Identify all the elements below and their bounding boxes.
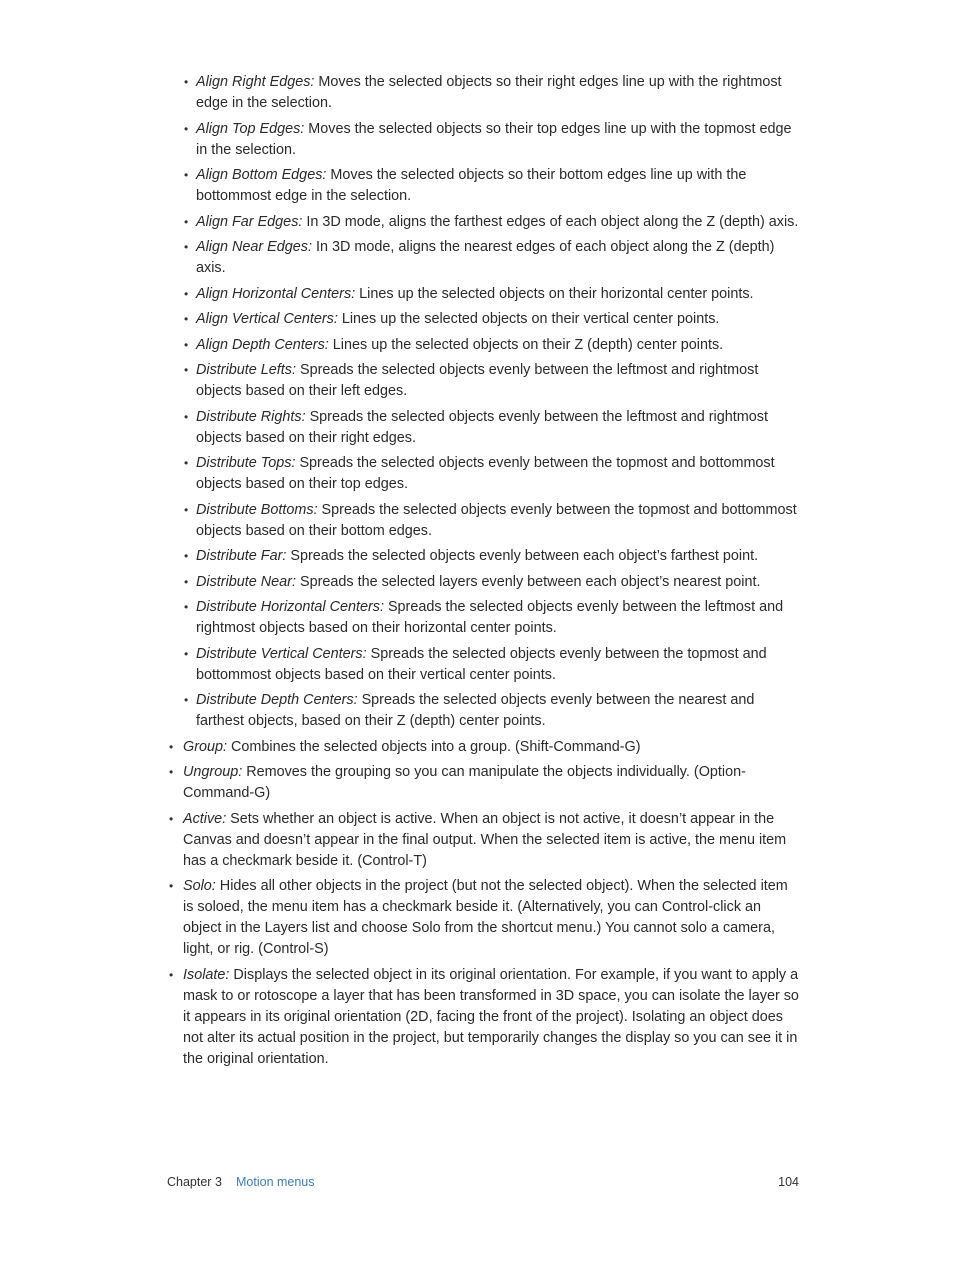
bullet: • bbox=[184, 409, 189, 424]
item-description: Lines up the selected objects on their vertical center points. bbox=[337, 311, 720, 327]
list-item bbox=[184, 284, 802, 305]
item-term: Isolate: bbox=[183, 966, 230, 983]
bullet: • bbox=[184, 286, 189, 301]
bullet: • bbox=[169, 879, 174, 893]
page-number: 104 bbox=[778, 1175, 799, 1189]
list-item bbox=[169, 809, 802, 872]
list-item bbox=[184, 407, 802, 449]
list-item bbox=[184, 212, 802, 233]
item-description: Removes the grouping so you can manipulate the objects individually. (Option-Command-G) bbox=[183, 764, 746, 801]
item-term: Distribute Bottoms: bbox=[196, 501, 318, 518]
item-term: Align Horizontal Centers: bbox=[196, 285, 356, 302]
list-item bbox=[184, 237, 802, 279]
bullet: • bbox=[184, 693, 189, 707]
item-term: Distribute Far: bbox=[196, 548, 287, 564]
item-description: Spreads the selected layers evenly between each object’s nearest point. bbox=[295, 573, 761, 590]
item-term: Distribute Near: bbox=[196, 573, 296, 590]
footer-chapter: Chapter 3 bbox=[167, 1175, 222, 1189]
list-item bbox=[184, 119, 802, 161]
list-item bbox=[184, 360, 802, 402]
item-description: Displays the selected object in its original orientation. For example, if you want to apply a mask to or rotoscope a layer that has been transformed in 3D space, you can isolate the layer so it appears in its original orientation (2D, facing the front of the project). Isolating an object does not alter its actual position in the project, but temporarily changes the display so you can see it in the original orientation. bbox=[183, 966, 799, 1067]
bullet: • bbox=[184, 240, 189, 254]
item-description: Moves the selected objects so their bottom edges line up with the bottommost edge in the selection. bbox=[196, 167, 747, 204]
item-description: Spreads the selected objects evenly between the leftmost and rightmost objects based on their left edges. bbox=[196, 362, 759, 399]
list-item bbox=[184, 644, 802, 686]
item-description: Spreads the selected objects evenly between the leftmost and rightmost objects based on their horizontal center points. bbox=[196, 599, 784, 636]
bullet: • bbox=[184, 646, 189, 661]
item-term: Distribute Vertical Centers: bbox=[196, 645, 367, 662]
item-description: Lines up the selected objects on their horizontal center points. bbox=[355, 285, 754, 302]
item-term: Align Vertical Centers: bbox=[196, 311, 338, 327]
list-item bbox=[184, 500, 802, 542]
item-term: Distribute Depth Centers: bbox=[196, 692, 358, 708]
list-item bbox=[184, 546, 802, 567]
list-item bbox=[184, 72, 802, 114]
bullet: • bbox=[184, 121, 189, 136]
item-term: Ungroup: bbox=[183, 764, 243, 780]
bullet: • bbox=[184, 214, 189, 229]
list-item bbox=[184, 309, 802, 330]
item-description: Hides all other objects in the project (but not the selected object). When the selected item is soloed, the menu item has a checkmark beside it. (Alternatively, you can Control-click an object in the Layers list and choose Solo from the shortcut menu.) You cannot solo a camera, light, or rig. (Control-S) bbox=[183, 878, 788, 957]
footer-section-link[interactable]: Motion menus bbox=[236, 1175, 315, 1189]
bullet: • bbox=[184, 600, 189, 614]
bullet: • bbox=[169, 811, 174, 826]
list-item bbox=[169, 737, 802, 758]
bullet: • bbox=[184, 363, 189, 377]
bullet: • bbox=[184, 502, 189, 517]
top-item-list bbox=[0, 737, 954, 1070]
bullet: • bbox=[169, 967, 174, 982]
list-item bbox=[184, 335, 802, 356]
list-item bbox=[184, 165, 802, 207]
list-item bbox=[184, 597, 802, 639]
item-term: Align Near Edges: bbox=[196, 239, 312, 255]
bullet: • bbox=[184, 574, 189, 589]
item-term: Align Top Edges: bbox=[196, 120, 305, 137]
list-item bbox=[184, 572, 802, 593]
bullet: • bbox=[184, 312, 189, 326]
item-term: Distribute Horizontal Centers: bbox=[196, 599, 384, 615]
item-description: In 3D mode, aligns the nearest edges of each object along the Z (depth) axis. bbox=[196, 239, 775, 276]
item-term: Solo: bbox=[183, 878, 216, 894]
bullet: • bbox=[184, 337, 189, 352]
list-item bbox=[169, 762, 802, 804]
list-item bbox=[169, 965, 802, 1070]
bullet: • bbox=[184, 168, 189, 182]
item-term: Group: bbox=[183, 738, 227, 755]
list-item bbox=[184, 690, 802, 732]
item-description: In 3D mode, aligns the farthest edges of each object along the Z (depth) axis. bbox=[302, 213, 799, 230]
item-term: Align Right Edges: bbox=[196, 74, 315, 90]
bullet: • bbox=[184, 549, 189, 563]
item-term: Active: bbox=[183, 810, 227, 827]
sub-item-list bbox=[0, 72, 954, 732]
item-term: Align Far Edges: bbox=[196, 213, 303, 230]
page-footer bbox=[167, 1172, 799, 1192]
item-description: Sets whether an object is active. When an object is not active, it doesn’t appear in the Canvas and doesn’t appear in the final output. When the selected item is active, the menu item has a checkmark beside it. (Control-T) bbox=[183, 810, 787, 869]
item-description: Combines the selected objects into a group. (Shift-Command-G) bbox=[227, 738, 641, 755]
item-term: Align Bottom Edges: bbox=[196, 167, 327, 183]
item-description: Moves the selected objects so their right edges line up with the rightmost edge in the selection. bbox=[196, 74, 782, 111]
item-description: Spreads the selected objects evenly between the topmost and bottommost objects based on their top edges. bbox=[196, 455, 775, 492]
item-term: Distribute Rights: bbox=[196, 408, 306, 425]
item-description: Spreads the selected objects evenly between the topmost and bottommost objects based on their vertical center points. bbox=[196, 645, 767, 683]
bullet: • bbox=[184, 75, 189, 89]
item-description: Moves the selected objects so their top edges line up with the topmost edge in the selection. bbox=[196, 120, 792, 158]
item-description: Spreads the selected objects evenly between the nearest and farthest objects, based on their Z (depth) center points. bbox=[196, 692, 755, 729]
page-content bbox=[0, 72, 954, 1074]
item-description: Spreads the selected objects evenly between the topmost and bottommost objects based on their bottom edges. bbox=[196, 501, 797, 539]
item-description: Spreads the selected objects evenly between the leftmost and rightmost objects based on their right edges. bbox=[196, 408, 768, 446]
item-term: Distribute Lefts: bbox=[196, 362, 296, 378]
bullet: • bbox=[169, 739, 174, 754]
bullet: • bbox=[184, 456, 189, 470]
item-term: Distribute Tops: bbox=[196, 455, 296, 471]
list-item bbox=[169, 876, 802, 960]
bullet: • bbox=[169, 765, 174, 779]
item-description: Lines up the selected objects on their Z (depth) center points. bbox=[328, 336, 724, 353]
list-item bbox=[184, 453, 802, 495]
item-term: Align Depth Centers: bbox=[196, 336, 329, 353]
item-description: Spreads the selected objects evenly between each object’s farthest point. bbox=[286, 548, 759, 564]
